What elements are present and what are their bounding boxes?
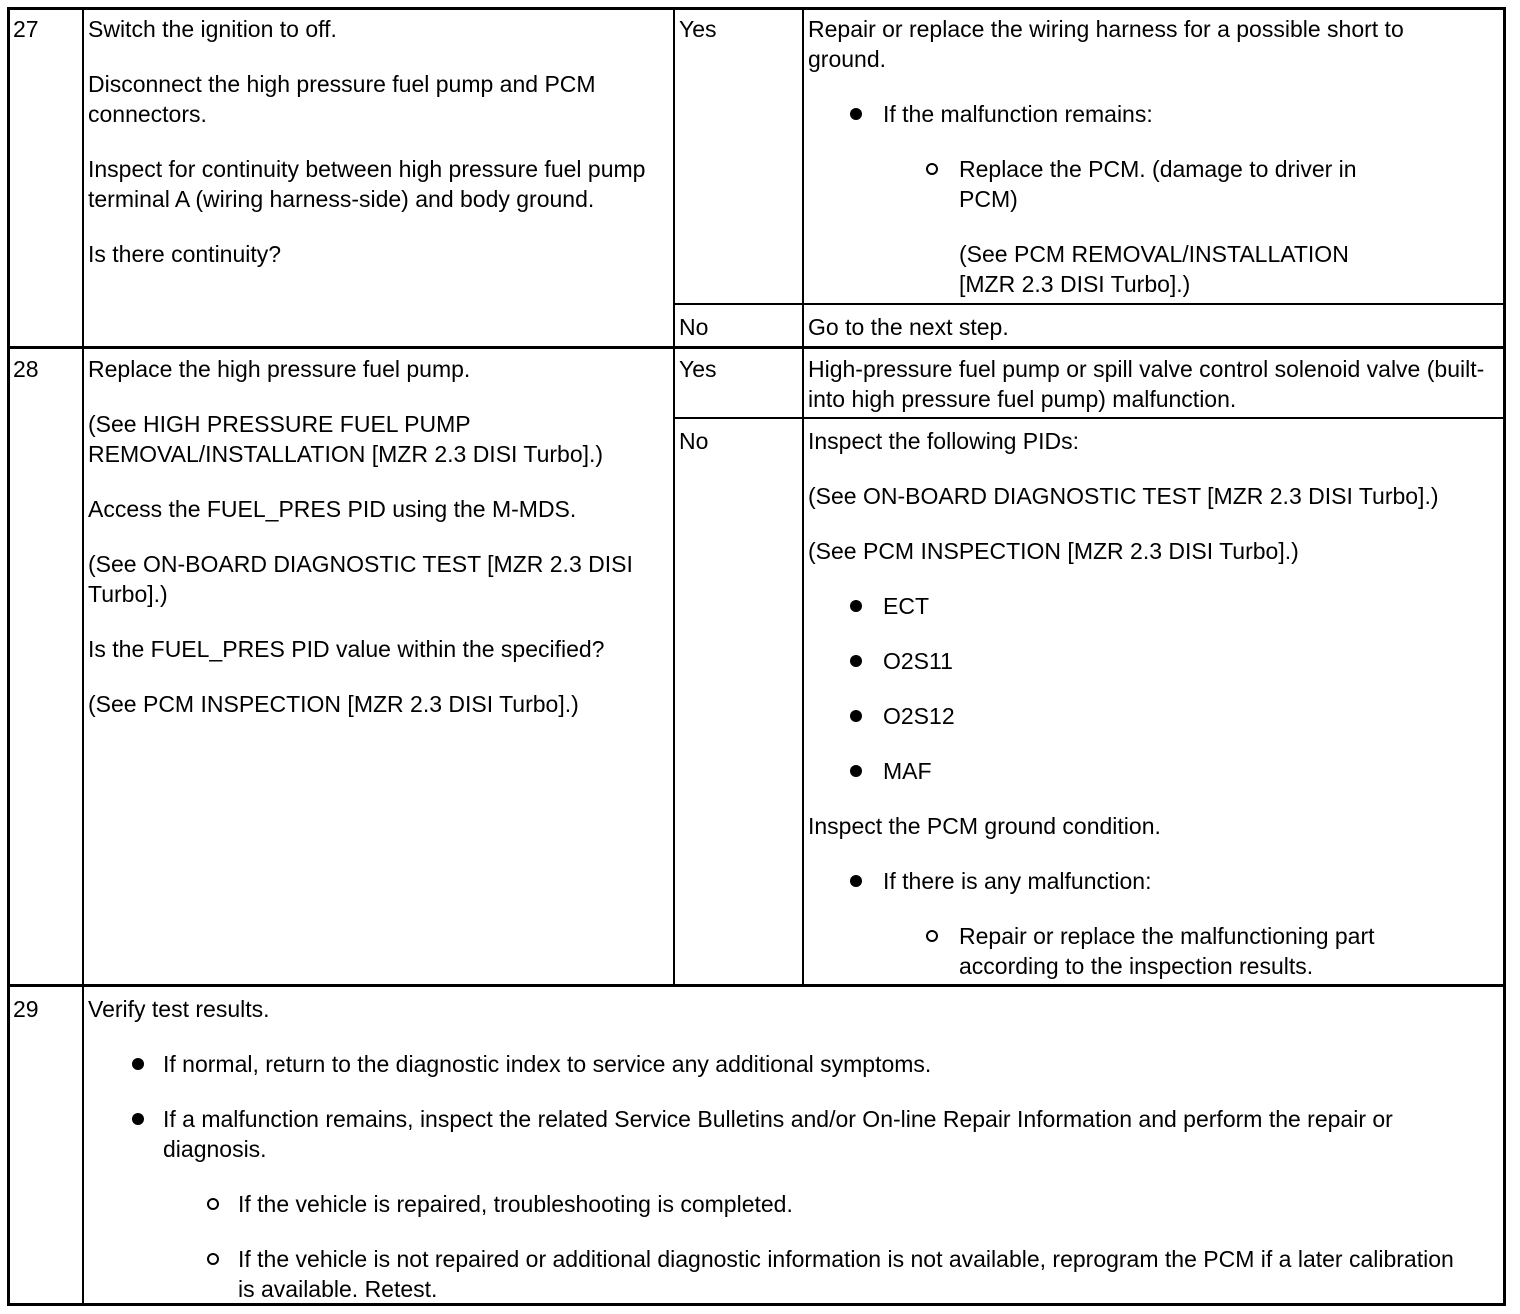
bullet-icon bbox=[850, 765, 862, 777]
pid-text: ECT bbox=[883, 593, 929, 619]
action-text: (See ON-BOARD DIAGNOSTIC TEST [MZR 2.3 DISI Turbo].) bbox=[88, 551, 633, 607]
row-divider-27-28 bbox=[10, 346, 1506, 349]
step-28-yes-label: Yes bbox=[679, 356, 717, 382]
row-divider-28-29 bbox=[10, 984, 1506, 987]
result-text: Repair or replace the wiring harness for a possible short to ground. bbox=[808, 16, 1404, 72]
result-text: Inspect the following PIDs: bbox=[808, 428, 1080, 454]
step-27-no-label: No bbox=[679, 314, 709, 340]
step-27-yes-result bbox=[808, 14, 1488, 299]
sub-bullet-item bbox=[88, 1244, 1458, 1304]
bullet-icon bbox=[850, 710, 862, 722]
step-27-yes-label: Yes bbox=[679, 16, 717, 42]
step-28-action bbox=[88, 354, 668, 719]
sub-bullet-item bbox=[88, 1189, 1488, 1219]
col-divider-action bbox=[673, 10, 675, 985]
bullet-text: If there is any malfunction: bbox=[883, 868, 1152, 894]
reference-text: (See PCM INSPECTION [MZR 2.3 DISI Turbo].) bbox=[808, 538, 1299, 564]
step-28-no-result bbox=[808, 426, 1503, 981]
bullet-icon bbox=[132, 1058, 144, 1070]
result-text: Inspect the PCM ground condition. bbox=[808, 813, 1161, 839]
pid-text: O2S11 bbox=[883, 648, 953, 674]
step-number-28: 28 bbox=[13, 356, 39, 382]
sub-bullet-icon bbox=[207, 1253, 219, 1265]
action-text: Access the FUEL_PRES PID using the M-MDS. bbox=[88, 496, 577, 522]
sub-bullet-item bbox=[808, 921, 1429, 981]
action-text: Replace the high pressure fuel pump. bbox=[88, 356, 471, 382]
sub-bullet-icon bbox=[926, 163, 938, 175]
pid-text: O2S12 bbox=[883, 703, 955, 729]
bullet-icon bbox=[850, 875, 862, 887]
bullet-item bbox=[808, 99, 1488, 129]
pid-text: MAF bbox=[883, 758, 932, 784]
bullet-icon bbox=[850, 655, 862, 667]
action-text: (See PCM INSPECTION [MZR 2.3 DISI Turbo].) bbox=[88, 691, 579, 717]
bullet-icon bbox=[132, 1113, 144, 1125]
action-text: Switch the ignition to off. bbox=[88, 16, 337, 42]
step-28-no-label: No bbox=[679, 428, 709, 454]
sub-bullet-text: If the vehicle is repaired, troubleshooting is completed. bbox=[238, 1191, 793, 1217]
bullet-item bbox=[88, 1104, 1478, 1164]
reference-text: (See PCM REMOVAL/INSTALLATION [MZR 2.3 DISI Turbo].) bbox=[959, 241, 1349, 297]
step-29-title: Verify test results. bbox=[88, 996, 270, 1022]
pid-item bbox=[808, 701, 1503, 731]
bullet-item bbox=[88, 1049, 1488, 1079]
step-28-yes-result: High-pressure fuel pump or spill valve control solenoid valve (built-into high pressure fuel pump) malfunction. bbox=[808, 356, 1485, 412]
col-divider-step-29 bbox=[82, 985, 84, 1306]
step-number-29: 29 bbox=[13, 996, 39, 1022]
step-number-27: 27 bbox=[13, 16, 39, 42]
col-divider-step bbox=[82, 10, 84, 985]
sub-bullet-text: Repair or replace the malfunctioning part according to the inspection results. bbox=[959, 923, 1375, 979]
step-29-content bbox=[88, 994, 1488, 1304]
action-text: Disconnect the high pressure fuel pump and PCM connectors. bbox=[88, 71, 596, 127]
col-divider-answer bbox=[802, 10, 804, 985]
pid-item bbox=[808, 591, 1503, 621]
bullet-text: If normal, return to the diagnostic index to service any additional symptoms. bbox=[163, 1051, 932, 1077]
sub-bullet-text: Replace the PCM. (damage to driver in PCM) bbox=[959, 156, 1357, 212]
bullet-text: If the malfunction remains: bbox=[883, 101, 1153, 127]
action-text: Is there continuity? bbox=[88, 241, 282, 267]
action-text: (See HIGH PRESSURE FUEL PUMP REMOVAL/INSTALLATION [MZR 2.3 DISI Turbo].) bbox=[88, 411, 604, 467]
step-27-no-result: Go to the next step. bbox=[808, 314, 1009, 340]
action-text: Inspect for continuity between high pressure fuel pump terminal A (wiring harness-side) and body ground. bbox=[88, 156, 646, 212]
diagnostic-table bbox=[7, 7, 1506, 1306]
sub-bullet-icon bbox=[207, 1198, 219, 1210]
row-divider-28-no bbox=[673, 417, 1506, 419]
bullet-icon bbox=[850, 108, 862, 120]
pid-item bbox=[808, 646, 1503, 676]
sub-bullet-icon bbox=[926, 930, 938, 942]
bullet-text: If a malfunction remains, inspect the related Service Bulletins and/or On-line Repair Information and perform the repair or diagnosis. bbox=[163, 1106, 1393, 1162]
bullet-item bbox=[808, 866, 1503, 896]
pid-item bbox=[808, 756, 1503, 786]
reference-text: (See ON-BOARD DIAGNOSTIC TEST [MZR 2.3 DISI Turbo].) bbox=[808, 483, 1439, 509]
bullet-icon bbox=[850, 600, 862, 612]
step-27-action bbox=[88, 14, 663, 269]
row-divider-27-no bbox=[673, 303, 1506, 305]
action-text: Is the FUEL_PRES PID value within the specified? bbox=[88, 636, 605, 662]
sub-bullet-text: If the vehicle is not repaired or additional diagnostic information is not available, reprogram the PCM if a later calibration is available. Retest. bbox=[238, 1246, 1454, 1302]
sub-bullet-item bbox=[808, 154, 1409, 214]
